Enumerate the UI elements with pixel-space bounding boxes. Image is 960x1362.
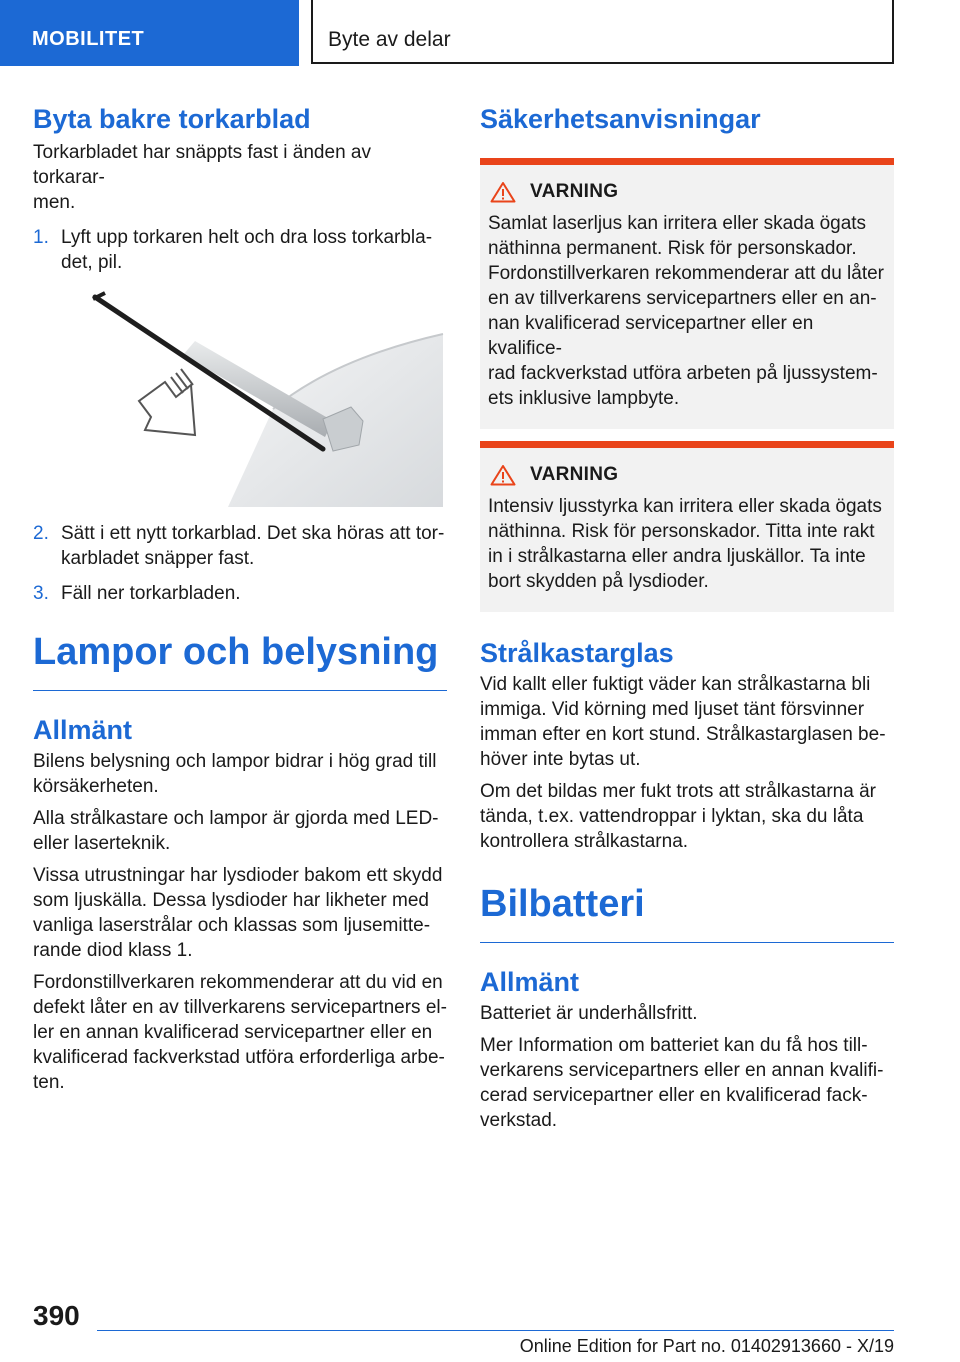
warning-box — [480, 158, 894, 429]
step-item — [33, 581, 447, 606]
footer-rule — [97, 1330, 894, 1331]
step-number: 3. — [33, 583, 49, 604]
glass-title: Strålkastarglas — [480, 638, 674, 668]
warning-triangle-icon — [490, 464, 516, 486]
paragraph: Batteriet är underhållsfritt. — [480, 1003, 698, 1024]
paragraph: Om det bildas mer fukt trots att strålkastarna är tända, t.ex. vattendroppar i lyktan, ska du låta kontrollera strålkastarna. — [480, 781, 876, 852]
step-text: Sätt i ett nytt torkarblad. Det ska höras att tor- karbladet snäpper fast. — [61, 523, 445, 569]
page-number: 390 — [33, 1300, 80, 1331]
arrow-icon — [139, 369, 195, 435]
paragraph: Vissa utrustningar har lysdioder bakom ett skydd som ljuskälla. Dessa lysdioder har likheter med vanliga laserstrålar och klassas som ljusemitte- rande diod klass 1. — [33, 865, 443, 961]
warning-text: Intensiv ljusstyrka kan irritera eller skada ögats näthinna. Risk för personskador. Titta inte rakt in i strålkastarna eller andra ljuskällor. Ta inte bort skydden på lysdioder. — [488, 496, 882, 592]
step-number: 1. — [33, 227, 49, 248]
warning-text: Samlat laserljus kan irritera eller skada ögats näthinna permanent. Risk för personskador. Fordonstillverkaren rekommenderar att du låter en av tillverkarens servicepartners eller en an- nan kvalificerad servicepartner eller en kvalifice- rad fackverkstad utföra arbeten på ljussystem- ets inklusive lampbyte. — [488, 213, 885, 409]
wiper-blade — [95, 297, 323, 449]
footer-edition: Online Edition for Part no. 01402913660 - X/19 — [519, 1336, 894, 1356]
warning-box — [480, 441, 894, 612]
paragraph: Alla strålkastare och lampor är gjorda med LED- eller laserteknik. — [33, 808, 439, 854]
left-column — [33, 102, 447, 1095]
step-item — [33, 521, 447, 571]
right-column — [480, 102, 894, 1133]
topic-header: Byte av delar — [311, 0, 894, 64]
step-text: Lyft upp torkaren helt och dra loss torkarbla- det, pil. — [61, 227, 433, 273]
paragraph: Vid kallt eller fuktigt väder kan strålkastarna bli immiga. Vid körning med ljuset tänt försvinner imman efter en kort stund. Strålkastarglasen be- höver inte bytas ut. — [480, 674, 886, 770]
paragraph: Bilens belysning och lampor bidrar i hög grad till körsäkerheten. — [33, 751, 437, 797]
safety-title: Säkerhetsanvisningar — [480, 104, 761, 134]
step-item — [33, 225, 447, 275]
chapter-title-lamps: Lampor och belysning — [33, 628, 447, 691]
section-tab: MOBILITET — [0, 0, 299, 66]
wiper-steps — [33, 225, 447, 275]
warning-label: VARNING — [530, 464, 619, 485]
wiper-section-title: Byta bakre torkarblad — [33, 104, 311, 134]
battery-subtitle: Allmänt — [480, 967, 580, 997]
warning-label: VARNING — [530, 181, 619, 202]
paragraph: Mer Information om batteriet kan du få hos till- verkarens servicepartners eller en annan kvalifi- cerad servicepartner eller en kvalificerad fack- verkstad. — [480, 1035, 884, 1131]
chapter-title-battery: Bilbatteri — [480, 880, 894, 943]
wiper-steps-continued — [33, 521, 447, 606]
step-text: Fäll ner torkarbladen. — [61, 583, 241, 604]
warning-triangle-icon — [490, 181, 516, 203]
paragraph: Fordonstillverkaren rekommenderar att du vid en defekt låter en av tillverkarens servicepartners el- ler en annan kvalificerad servicepartner eller en kvalificerad fackverkstad utföra erforderliga arbe- ten. — [33, 972, 447, 1093]
lamps-subtitle: Allmänt — [33, 715, 133, 745]
step-number: 2. — [33, 523, 49, 544]
wiper-illustration — [33, 289, 445, 507]
wiper-intro: Torkarbladet har snäppts fast i änden av torkarar- men. — [33, 142, 371, 213]
